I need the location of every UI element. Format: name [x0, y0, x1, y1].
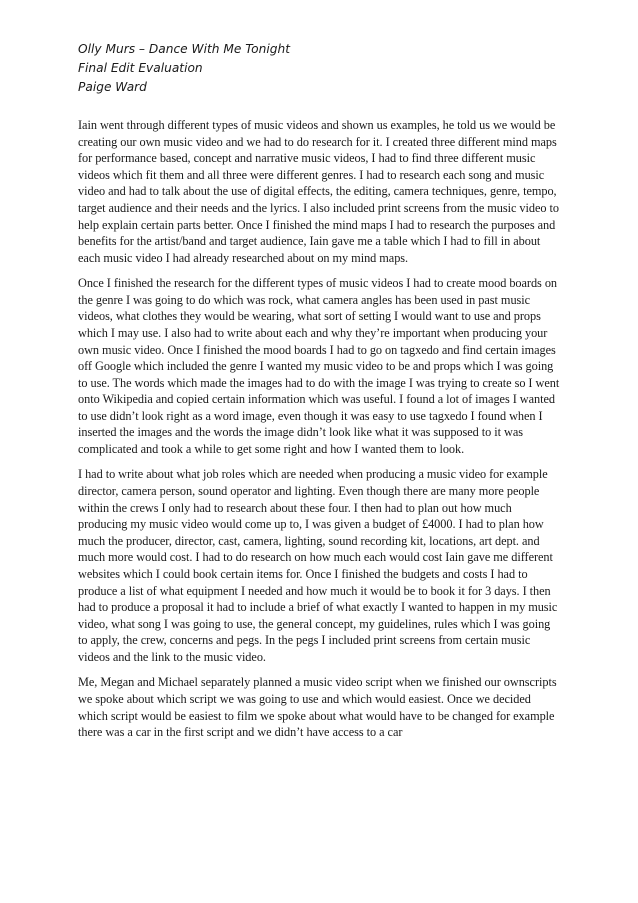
- document-header: [78, 40, 562, 97]
- document-author: Paige Ward: [78, 80, 147, 94]
- document-title: Olly Murs – Dance With Me Tonight: [78, 42, 290, 56]
- body-paragraph-4: Me, Megan and Michael separately planned a music video script when we finished our ownscripts we spoke about which script we was going to use and which would easiest. Once we decided which script would be easiest to film we spoke about what would have to be changed for example there was a car in the first script and we didn’t have access to a car: [78, 675, 557, 740]
- document-body: [78, 117, 562, 741]
- document-subtitle: Final Edit Evaluation: [78, 61, 203, 75]
- body-paragraph-2: Once I finished the research for the different types of music videos I had to create mood boards on the genre I was going to do which was rock, what camera angles has been used in past music videos, what clothes they would be wearing, what sort of setting I would want to use and props which I may use. I also had to write about each and why they’re important when producing your own music video. Once I finished the mood boards I had to go on tagxedo and find certain images off Google which included the genre I wanted my music video to be and props which I was going to use. The words which made the images had to do with the image I was trying to create so I went onto Wikipedia and copied certain information which was useful. I found a lot of images I wanted to use didn’t look right as a word image, even though it was easy to use tagxedo I found when I inserted the images and the words the image didn’t look like what it was supposed to it was complicated and took a while to get some right and how I wanted them to look.: [78, 276, 560, 457]
- body-paragraph-3: I had to write about what job roles which are needed when producing a music video for example director, camera person, sound operator and lighting. Even though there are many more people within the crews I only had to research about these four. I then had to plan out how much producing my music video would come up to, I was given a budget of £4000. I had to plan how much the producer, director, cast, camera, lighting, sound recording kit, locations, art dept. and much more would cost. I had to do research on how much each would cost Iain gave me different websites which I could book certain items for. Once I finished the budgets and costs I had to produce a list of what equipment I needed and how much it would be to book it for 3 days. I then had to produce a proposal it had to include a brief of what exactly I wanted to happen in my music video, what song I was going to use, the general concept, my guidelines, rules which I was going to apply, the crew, concerns and pegs. In the pegs I included print screens from certain music videos and the link to the music video.: [78, 467, 558, 664]
- body-paragraph-1: Iain went through different types of music videos and shown us examples, he told us we would be creating our own music video and we had to do research for it. I created three different mind maps for performance based, concept and narrative music videos, I had to find three different music videos which fit them and all three were different genres. I had to research each song and music video and had to talk about the use of digital effects, the editing, camera techniques, genre, tempo, target audience and their needs and the lyrics. I also included print screens from the music video to help explain certain parts better. Once I finished the mind maps I had to research the purposes and benefits for the artist/band and target audience, Iain gave me a table which I had to fill in about each music video I had already researched about on my mind maps.: [78, 118, 559, 265]
- document-page: [78, 40, 562, 750]
